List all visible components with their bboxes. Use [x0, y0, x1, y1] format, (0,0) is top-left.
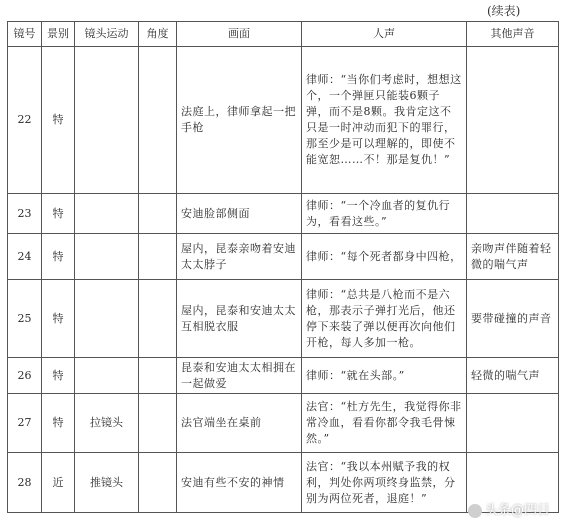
shot-number: 26 — [8, 358, 42, 394]
col-header-voice: 人声 — [302, 22, 467, 47]
table-row — [8, 358, 559, 394]
camera-angle — [139, 234, 177, 280]
shot-scale: 特 — [42, 47, 75, 194]
watermark-text: 头条@四日 — [484, 503, 550, 518]
camera-movement — [75, 358, 139, 394]
camera-angle — [139, 358, 177, 394]
shot-scale: 特 — [42, 234, 75, 280]
table-row — [8, 394, 559, 453]
col-header-shot-no: 镜号 — [8, 22, 42, 47]
voice-line: 法官：“我以本州赋予我的权利，判处你两项终身监禁，分别为两位死者，退庭！” — [302, 453, 467, 513]
col-header-scale: 景别 — [42, 22, 75, 47]
other-sound: 亲吻声伴随着轻微的喘气声 — [467, 234, 559, 280]
other-sound: 轻微的喘气声 — [467, 358, 559, 394]
other-sound: 要带碰撞的声音 — [467, 280, 559, 358]
camera-movement: 拉镜头 — [75, 394, 139, 453]
picture-description: 屋内，昆泰和安迪太太互相脱衣服 — [177, 280, 302, 358]
camera-angle — [139, 47, 177, 194]
shot-number: 22 — [8, 47, 42, 194]
shot-list-table — [7, 21, 559, 513]
continued-label: (续表) — [487, 4, 521, 18]
picture-description: 法庭上，律师拿起一把手枪 — [177, 47, 302, 194]
logo-icon — [468, 504, 482, 518]
voice-line: 法官：“杜方先生，我觉得你非常冷血，看看你都令我毛骨悚然。” — [302, 394, 467, 453]
camera-movement — [75, 47, 139, 194]
camera-movement — [75, 280, 139, 358]
col-header-angle: 角度 — [139, 22, 177, 47]
camera-movement: 推镜头 — [75, 453, 139, 513]
voice-line: 律师：“总共是八枪而不是六枪，那表示子弹打光后，他还停下来装了弹以便再次向他们开枪，每人多加一枪。 — [302, 280, 467, 358]
col-header-other-sound: 其他声音 — [467, 22, 559, 47]
shot-scale: 特 — [42, 280, 75, 358]
shot-scale: 特 — [42, 194, 75, 234]
picture-description: 法官端坐在桌前 — [177, 394, 302, 453]
camera-angle — [139, 453, 177, 513]
camera-angle — [139, 394, 177, 453]
shot-number: 24 — [8, 234, 42, 280]
picture-description: 安迪脸部侧面 — [177, 194, 302, 234]
shot-scale: 特 — [42, 358, 75, 394]
camera-movement — [75, 194, 139, 234]
camera-movement — [75, 234, 139, 280]
shot-scale: 特 — [42, 394, 75, 453]
shot-number: 27 — [8, 394, 42, 453]
shot-scale: 近 — [42, 453, 75, 513]
voice-line: 律师：“当你们考虑时，想想这个，一个弹匣只能装6颗子弹，而不是8颗。我肯定这不只是一时冲动而犯下的罪行，那至少是可以理解的，即使不能宽恕……不！那是复仇！” — [302, 47, 467, 194]
table-row — [8, 194, 559, 234]
picture-description: 昆泰和安迪太太相拥在一起做爱 — [177, 358, 302, 394]
watermark — [468, 499, 550, 518]
picture-description: 安迪有些不安的神情 — [177, 453, 302, 513]
other-sound — [467, 47, 559, 194]
picture-description: 屋内，昆泰亲吻着安迪太太脖子 — [177, 234, 302, 280]
col-header-picture: 画面 — [177, 22, 302, 47]
camera-angle — [139, 280, 177, 358]
camera-angle — [139, 194, 177, 234]
voice-line: 律师：“每个死者都身中四枪， — [302, 234, 467, 280]
shot-number: 23 — [8, 194, 42, 234]
other-sound — [467, 394, 559, 453]
voice-line: 律师：“就在头部。” — [302, 358, 467, 394]
header-row — [8, 22, 559, 47]
shot-number: 25 — [8, 280, 42, 358]
other-sound — [467, 194, 559, 234]
table-row — [8, 47, 559, 194]
table-row — [8, 280, 559, 358]
voice-line: 律师：“一个冷血者的复仇行为，看看这些。” — [302, 194, 467, 234]
col-header-movement: 镜头运动 — [75, 22, 139, 47]
table-row — [8, 234, 559, 280]
shot-number: 28 — [8, 453, 42, 513]
